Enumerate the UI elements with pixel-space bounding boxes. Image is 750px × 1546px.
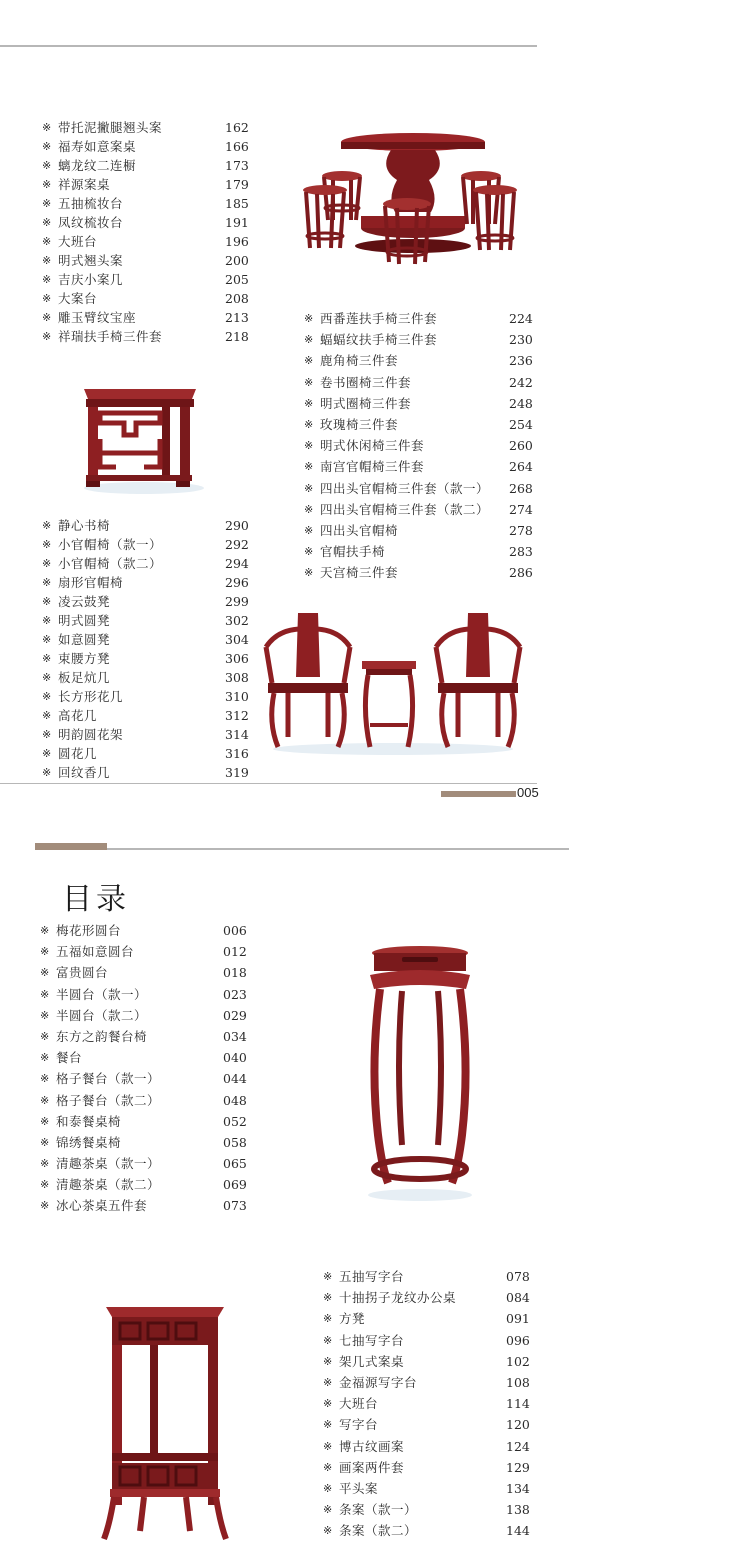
bullet-mark: ※ (323, 1418, 333, 1432)
toc-entry-page: 091 (506, 1311, 530, 1327)
toc-entry (323, 1457, 533, 1478)
toc-entry-title: 大班台 (58, 234, 98, 249)
toc-entry-title: 条案（款一） (339, 1502, 418, 1518)
toc-entry (40, 1195, 250, 1216)
bullet-mark: ※ (304, 396, 314, 410)
toc-entry (323, 1436, 533, 1457)
toc-entry (304, 478, 534, 499)
toc-entry-page: 065 (223, 1156, 247, 1172)
bullet-mark: ※ (304, 354, 314, 368)
toc-entry-title: 五抽梳妆台 (58, 196, 124, 211)
toc-list-top-left (42, 118, 252, 346)
bullet-mark: ※ (40, 1199, 50, 1213)
toc-entry-page: 029 (223, 1007, 247, 1023)
toc-entry (42, 687, 252, 706)
toc-entry-page: 306 (225, 651, 249, 666)
bullet-mark: ※ (304, 439, 314, 453)
square-stool-image (76, 383, 206, 495)
toc-entry-title: 福寿如意案桌 (58, 139, 137, 154)
bullet-mark: ※ (42, 614, 52, 627)
bullet-mark: ※ (40, 1051, 50, 1065)
toc-entry (40, 1047, 250, 1068)
bottom-page-accent-bar (35, 843, 107, 850)
toc-entry-title: 五抽写字台 (339, 1269, 405, 1284)
toc-entry-title: 和泰餐桌椅 (56, 1113, 122, 1129)
toc-entry-page: 012 (223, 944, 247, 960)
toc-entry-page: 196 (225, 234, 249, 249)
toc-entry-title: 束腰方凳 (58, 651, 111, 666)
toc-entry-title: 明韵圆花架 (58, 727, 124, 742)
bullet-mark: ※ (42, 747, 52, 760)
toc-entry-title: 半圆台（款二） (56, 1007, 148, 1023)
page-number-accent-bar (441, 791, 516, 797)
square-flower-stand-image (100, 1303, 230, 1546)
toc-entry (42, 649, 252, 668)
toc-entry-page: 268 (509, 480, 533, 496)
toc-entry (323, 1308, 533, 1329)
bullet-mark: ※ (40, 1178, 50, 1192)
toc-entry-title: 扇形官帽椅 (58, 575, 124, 590)
toc-entry (42, 630, 252, 649)
toc-entry (42, 213, 252, 232)
toc-entry-title: 吉庆小案几 (58, 272, 124, 287)
toc-entry (323, 1372, 533, 1393)
toc-entry-title: 金福源写字台 (339, 1374, 418, 1390)
bullet-mark: ※ (42, 652, 52, 665)
toc-entry-title: 东方之韵餐台椅 (56, 1028, 148, 1044)
bullet-mark: ※ (323, 1270, 333, 1283)
toc-entry-page: 224 (509, 311, 533, 326)
toc-entry (304, 435, 534, 456)
toc-entry (42, 573, 252, 592)
toc-entry-title: 五福如意圆台 (56, 944, 135, 960)
toc-entry-title: 天宫椅三件套 (320, 565, 399, 581)
toc-entry-title: 回纹香几 (58, 765, 111, 780)
toc-entry-title: 鹿角椅三件套 (320, 353, 399, 369)
toc-entry (42, 308, 252, 327)
toc-entry-page: 166 (225, 139, 249, 154)
toc-entry-title: 四出头官帽椅三件套（款一） (320, 480, 490, 496)
toc-entry-page: 144 (506, 1523, 530, 1539)
bullet-mark: ※ (42, 728, 52, 741)
bullet-mark: ※ (42, 330, 52, 343)
toc-entry-page: 134 (506, 1480, 530, 1496)
toc-entry-title: 明式圆凳 (58, 613, 111, 628)
toc-entry-page: 058 (223, 1134, 247, 1150)
toc-entry-title: 半圆台（款一） (56, 986, 148, 1002)
toc-entry-title: 梅花形圆台 (56, 923, 122, 938)
toc-entry-page: 314 (225, 727, 249, 742)
bullet-mark: ※ (304, 545, 314, 559)
bullet-mark: ※ (304, 460, 314, 474)
toc-entry (42, 232, 252, 251)
bullet-mark: ※ (40, 1135, 50, 1149)
toc-entry (304, 414, 534, 435)
toc-entry (304, 372, 534, 393)
bullet-mark: ※ (304, 375, 314, 389)
bullet-mark: ※ (323, 1312, 333, 1326)
toc-entry (42, 516, 252, 535)
toc-entry-page: 129 (506, 1459, 530, 1475)
toc-entry-title: 雕玉臂纹宝座 (58, 310, 137, 325)
toc-entry-title: 明式翘头案 (58, 253, 124, 268)
toc-entry (42, 554, 252, 573)
toc-entry (304, 541, 534, 562)
toc-entry-page: 006 (223, 923, 247, 938)
round-flower-stand-image (362, 945, 477, 1205)
toc-entry-title: 七抽写字台 (339, 1332, 405, 1348)
toc-entry-title: 格子餐台（款二） (56, 1092, 161, 1108)
toc-entry-title: 圆花几 (58, 746, 98, 761)
toc-entry-title: 卷书圈椅三件套 (320, 374, 412, 390)
toc-entry (42, 118, 252, 137)
toc-entry-title: 冰心茶桌五件套 (56, 1198, 148, 1214)
toc-entry (323, 1478, 533, 1499)
toc-entry-page: 102 (506, 1353, 530, 1369)
toc-entry-page: 044 (223, 1071, 247, 1087)
toc-entry-page: 310 (225, 689, 249, 704)
bullet-mark: ※ (40, 966, 50, 980)
toc-entry-page: 304 (225, 632, 249, 647)
toc-entry (40, 1090, 250, 1111)
bullet-mark: ※ (42, 538, 52, 551)
bullet-mark: ※ (42, 576, 52, 589)
toc-entry-page: 191 (225, 215, 249, 230)
toc-entry-page: 124 (506, 1438, 530, 1454)
toc-entry-page: 296 (225, 575, 249, 590)
bullet-mark: ※ (42, 595, 52, 608)
toc-entry-page: 162 (225, 120, 249, 135)
toc-entry-title: 格子餐台（款一） (56, 1071, 161, 1087)
bullet-mark: ※ (42, 709, 52, 722)
toc-entry-page: 286 (509, 565, 533, 581)
toc-entry-page: 034 (223, 1028, 247, 1044)
toc-entry-title: 四出头官帽椅三件套（款二） (320, 501, 490, 517)
bullet-mark: ※ (42, 292, 52, 305)
toc-entry-page: 218 (225, 329, 249, 344)
toc-entry-title: 蝠蝠纹扶手椅三件套 (320, 332, 438, 348)
toc-entry-title: 西番莲扶手椅三件套 (320, 311, 438, 326)
toc-entry-page: 260 (509, 438, 533, 454)
toc-list-bottom-right (323, 1266, 533, 1541)
toc-entry-title: 祥瑞扶手椅三件套 (58, 329, 163, 344)
toc-list-top-right (304, 308, 534, 583)
toc-entry (42, 611, 252, 630)
toc-entry-title: 四出头官帽椅 (320, 522, 399, 538)
bullet-mark: ※ (323, 1481, 333, 1495)
bullet-mark: ※ (42, 557, 52, 570)
toc-entry (323, 1414, 533, 1435)
toc-entry (42, 725, 252, 744)
toc-entry-title: 方凳 (339, 1311, 366, 1327)
toc-entry (304, 329, 534, 350)
toc-entry-page: 319 (225, 765, 249, 780)
bullet-mark: ※ (42, 140, 52, 153)
toc-entry-page: 084 (506, 1290, 530, 1306)
toc-entry-title: 带托泥撇腿翘头案 (58, 120, 163, 135)
toc-entry-page: 283 (509, 544, 533, 560)
toc-entry-page: 236 (509, 353, 533, 369)
toc-entry-page: 312 (225, 708, 249, 723)
toc-entry-title: 条案（款二） (339, 1523, 418, 1539)
toc-entry-title: 十抽拐子龙纹办公桌 (339, 1290, 457, 1306)
toc-entry (40, 920, 250, 941)
bullet-mark: ※ (304, 333, 314, 347)
bullet-mark: ※ (304, 417, 314, 431)
toc-entry (40, 984, 250, 1005)
top-page-rule (0, 45, 537, 47)
toc-entry (42, 744, 252, 763)
toc-entry-page: 274 (509, 501, 533, 517)
bullet-mark: ※ (323, 1397, 333, 1411)
toc-entry-page: 052 (223, 1113, 247, 1129)
bullet-mark: ※ (40, 1029, 50, 1043)
toc-entry-page: 200 (225, 253, 249, 268)
toc-entry-page: 242 (509, 374, 533, 390)
bullet-mark: ※ (40, 1093, 50, 1107)
bullet-mark: ※ (304, 523, 314, 537)
bullet-mark: ※ (323, 1354, 333, 1368)
bullet-mark: ※ (40, 1157, 50, 1171)
toc-entry-page: 096 (506, 1332, 530, 1348)
toc-entry (40, 941, 250, 962)
top-page-bottom-rule (0, 783, 537, 784)
toc-entry-title: 静心书椅 (58, 518, 111, 533)
toc-entry-title: 凤纹梳妆台 (58, 215, 124, 230)
bullet-mark: ※ (304, 566, 314, 580)
toc-entry-page: 230 (509, 332, 533, 348)
toc-entry-page: 316 (225, 746, 249, 761)
toc-entry (42, 289, 252, 308)
bullet-mark: ※ (323, 1333, 333, 1347)
toc-entry (40, 1005, 250, 1026)
toc-entry-title: 博古纹画案 (339, 1438, 405, 1454)
toc-list-top-lower-left (42, 516, 252, 782)
toc-entry (323, 1351, 533, 1372)
toc-entry-page: 213 (225, 310, 249, 325)
bullet-mark: ※ (42, 311, 52, 324)
bullet-mark: ※ (42, 216, 52, 229)
bullet-mark: ※ (323, 1503, 333, 1517)
bullet-mark: ※ (42, 254, 52, 267)
toc-entry-page: 179 (225, 177, 249, 192)
toc-entry (40, 1026, 250, 1047)
toc-entry-title: 祥源案桌 (58, 177, 111, 192)
toc-entry (304, 308, 534, 329)
toc-entry (42, 270, 252, 289)
bullet-mark: ※ (323, 1375, 333, 1389)
bullet-mark: ※ (323, 1439, 333, 1453)
toc-entry-title: 高花几 (58, 708, 98, 723)
toc-entry-title: 平头案 (339, 1480, 379, 1496)
toc-entry (323, 1266, 533, 1287)
bullet-mark: ※ (42, 690, 52, 703)
toc-entry-page: 108 (506, 1374, 530, 1390)
toc-entry-title: 写字台 (339, 1417, 379, 1433)
toc-entry (304, 562, 534, 583)
toc-entry-page: 302 (225, 613, 249, 628)
toc-entry-page: 185 (225, 196, 249, 211)
toc-entry-page: 120 (506, 1417, 530, 1433)
bullet-mark: ※ (42, 159, 52, 172)
bullet-mark: ※ (42, 519, 52, 532)
toc-entry-title: 大班台 (339, 1396, 379, 1412)
toc-entry (42, 592, 252, 611)
bullet-mark: ※ (40, 1114, 50, 1128)
toc-entry-page: 278 (509, 522, 533, 538)
toc-entry (42, 137, 252, 156)
bullet-mark: ※ (42, 633, 52, 646)
toc-entry (40, 1174, 250, 1195)
toc-entry (304, 393, 534, 414)
bullet-mark: ※ (42, 671, 52, 684)
toc-entry-page: 069 (223, 1177, 247, 1193)
toc-entry (40, 1153, 250, 1174)
toc-entry (42, 194, 252, 213)
toc-entry-page: 290 (225, 518, 249, 533)
toc-entry-page: 254 (509, 416, 533, 432)
toc-entry-title: 明式圈椅三件套 (320, 395, 412, 411)
toc-entry (323, 1393, 533, 1414)
bullet-mark: ※ (42, 235, 52, 248)
toc-entry (40, 1068, 250, 1089)
bullet-mark: ※ (40, 1072, 50, 1086)
toc-entry-title: 如意圆凳 (58, 632, 111, 647)
toc-entry-title: 螭龙纹二连橱 (58, 158, 137, 173)
toc-entry (42, 668, 252, 687)
bullet-mark: ※ (304, 312, 314, 325)
toc-entry-page: 294 (225, 556, 249, 571)
toc-entry-title: 餐台 (56, 1050, 83, 1066)
toc-entry-page: 048 (223, 1092, 247, 1108)
bullet-mark: ※ (42, 766, 52, 779)
toc-entry-page: 205 (225, 272, 249, 287)
toc-entry-title: 架几式案桌 (339, 1353, 405, 1369)
toc-entry-page: 073 (223, 1198, 247, 1214)
toc-entry-title: 明式休闲椅三件套 (320, 438, 425, 454)
toc-entry-title: 玫瑰椅三件套 (320, 416, 399, 432)
toc-entry-title: 锦绣餐桌椅 (56, 1134, 122, 1150)
toc-entry (42, 156, 252, 175)
bullet-mark: ※ (42, 121, 52, 134)
toc-entry (304, 499, 534, 520)
bullet-mark: ※ (323, 1291, 333, 1305)
bullet-mark: ※ (40, 1008, 50, 1022)
toc-entry (40, 1132, 250, 1153)
bullet-mark: ※ (304, 502, 314, 516)
toc-entry (323, 1520, 533, 1541)
toc-entry-page: 114 (506, 1396, 530, 1412)
toc-heading: 目录 (62, 882, 130, 917)
toc-entry-page: 173 (225, 158, 249, 173)
toc-entry (42, 763, 252, 782)
toc-entry (42, 327, 252, 346)
toc-entry-page: 208 (225, 291, 249, 306)
toc-entry-title: 长方形花几 (58, 689, 124, 704)
toc-entry-page: 040 (223, 1050, 247, 1066)
bullet-mark: ※ (40, 987, 50, 1001)
toc-entry-page: 264 (509, 459, 533, 475)
toc-entry-title: 画案两件套 (339, 1459, 405, 1475)
bullet-mark: ※ (42, 273, 52, 286)
toc-entry (323, 1287, 533, 1308)
toc-entry-title: 凌云鼓凳 (58, 594, 111, 609)
toc-entry-page: 308 (225, 670, 249, 685)
toc-entry (304, 350, 534, 371)
toc-entry-title: 板足炕几 (58, 670, 111, 685)
toc-entry-page: 299 (225, 594, 249, 609)
toc-entry (42, 175, 252, 194)
toc-entry-page: 023 (223, 986, 247, 1002)
toc-entry (323, 1330, 533, 1351)
toc-entry-title: 南宫官帽椅三件套 (320, 459, 425, 475)
bullet-mark: ※ (323, 1524, 333, 1538)
toc-entry (304, 456, 534, 477)
round-table-with-stools-image (295, 128, 527, 273)
armchair-set-image (258, 607, 528, 757)
toc-entry-page: 248 (509, 395, 533, 411)
toc-entry (40, 1111, 250, 1132)
toc-entry-title: 富贵圆台 (56, 965, 109, 981)
bullet-mark: ※ (323, 1460, 333, 1474)
bullet-mark: ※ (40, 924, 50, 937)
bullet-mark: ※ (42, 178, 52, 191)
toc-entry-title: 清趣茶桌（款二） (56, 1177, 161, 1193)
toc-entry (42, 251, 252, 270)
toc-entry (304, 520, 534, 541)
toc-entry-title: 清趣茶桌（款一） (56, 1156, 161, 1172)
bullet-mark: ※ (42, 197, 52, 210)
toc-entry-page: 292 (225, 537, 249, 552)
bullet-mark: ※ (304, 481, 314, 495)
toc-list-bottom-left (40, 920, 250, 1217)
page-number: 005 (517, 785, 539, 800)
toc-entry (42, 535, 252, 554)
toc-entry (40, 962, 250, 983)
toc-entry-page: 018 (223, 965, 247, 981)
toc-entry-title: 小官帽椅（款二） (58, 556, 163, 571)
bullet-mark: ※ (40, 945, 50, 959)
bottom-page-rule (107, 848, 569, 850)
toc-entry-title: 大案台 (58, 291, 98, 306)
toc-entry-title: 小官帽椅（款一） (58, 537, 163, 552)
toc-entry-page: 138 (506, 1502, 530, 1518)
toc-entry-title: 官帽扶手椅 (320, 544, 386, 560)
toc-entry (42, 706, 252, 725)
toc-entry (323, 1499, 533, 1520)
toc-entry-page: 078 (506, 1269, 530, 1284)
